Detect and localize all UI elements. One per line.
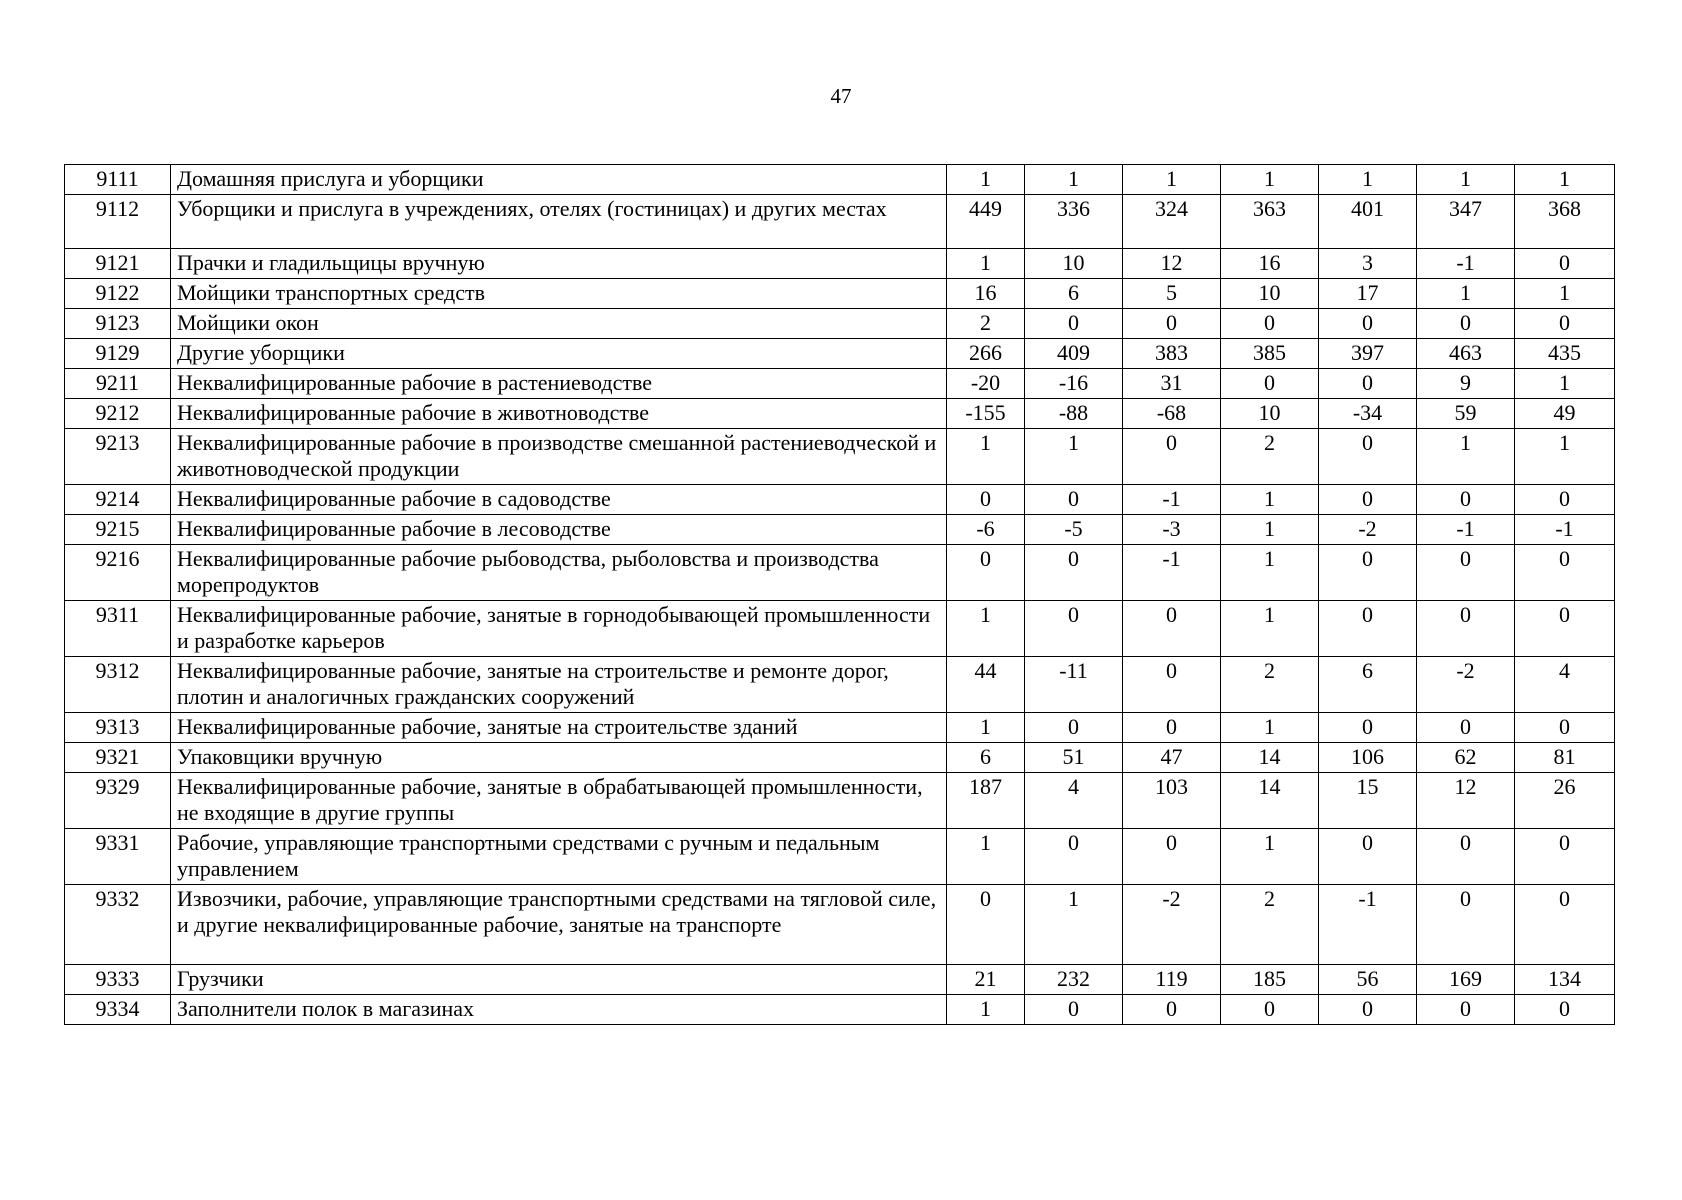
value-cell-5: -34	[1319, 399, 1417, 429]
table-row	[65, 545, 1615, 601]
value-cell-6: 0	[1417, 829, 1515, 885]
occupation-name-cell: Неквалифицированные рабочие рыбоводства, рыболовства и производства морепродуктов	[171, 545, 947, 601]
value-cell-1: -155	[947, 399, 1025, 429]
value-cell-1: 266	[947, 339, 1025, 369]
value-cell-4: 1	[1221, 713, 1319, 743]
value-cell-7: 1	[1515, 279, 1615, 309]
value-cell-1: 1	[947, 713, 1025, 743]
value-cell-2: 409	[1025, 339, 1123, 369]
occupation-name-cell: Другие уборщики	[171, 339, 947, 369]
value-cell-3: -68	[1123, 399, 1221, 429]
value-cell-5: 1	[1319, 165, 1417, 195]
value-cell-5: 6	[1319, 657, 1417, 713]
occupation-code-cell: 9334	[65, 995, 171, 1025]
value-cell-5: 17	[1319, 279, 1417, 309]
table-row	[65, 195, 1615, 249]
value-cell-6: 169	[1417, 965, 1515, 995]
value-cell-5: 397	[1319, 339, 1417, 369]
value-cell-7: 4	[1515, 657, 1615, 713]
occupation-code-cell: 9333	[65, 965, 171, 995]
value-cell-2: 1	[1025, 429, 1123, 485]
value-cell-1: 187	[947, 773, 1025, 829]
value-cell-2: -88	[1025, 399, 1123, 429]
value-cell-3: 31	[1123, 369, 1221, 399]
value-cell-4: 16	[1221, 249, 1319, 279]
value-cell-7: 26	[1515, 773, 1615, 829]
value-cell-1: 1	[947, 601, 1025, 657]
value-cell-4: 0	[1221, 995, 1319, 1025]
value-cell-2: -16	[1025, 369, 1123, 399]
occupation-name-cell: Мойщики транспортных средств	[171, 279, 947, 309]
occupation-name-cell: Неквалифицированные рабочие в лесоводстве	[171, 515, 947, 545]
table-body	[65, 165, 1615, 1025]
value-cell-2: 232	[1025, 965, 1123, 995]
value-cell-3: 119	[1123, 965, 1221, 995]
value-cell-4: 1	[1221, 165, 1319, 195]
value-cell-7: 0	[1515, 995, 1615, 1025]
value-cell-1: 21	[947, 965, 1025, 995]
value-cell-5: 15	[1319, 773, 1417, 829]
table-row	[65, 515, 1615, 545]
value-cell-3: 103	[1123, 773, 1221, 829]
value-cell-6: 1	[1417, 279, 1515, 309]
value-cell-5: 56	[1319, 965, 1417, 995]
value-cell-1: 0	[947, 545, 1025, 601]
occupation-code-cell: 9311	[65, 601, 171, 657]
occupation-name-cell: Неквалифицированные рабочие, занятые в обрабатывающей промышленности, не входящие в другие группы	[171, 773, 947, 829]
value-cell-2: 0	[1025, 485, 1123, 515]
value-cell-1: 1	[947, 429, 1025, 485]
value-cell-2: 0	[1025, 829, 1123, 885]
value-cell-5: 0	[1319, 369, 1417, 399]
table-row	[65, 713, 1615, 743]
value-cell-4: 363	[1221, 195, 1319, 249]
value-cell-3: 383	[1123, 339, 1221, 369]
value-cell-7: 0	[1515, 713, 1615, 743]
occupation-code-cell: 9214	[65, 485, 171, 515]
value-cell-1: 1	[947, 165, 1025, 195]
occupation-code-cell: 9211	[65, 369, 171, 399]
table-row	[65, 249, 1615, 279]
value-cell-2: 0	[1025, 713, 1123, 743]
table-row	[65, 829, 1615, 885]
value-cell-4: 1	[1221, 545, 1319, 601]
value-cell-2: 0	[1025, 309, 1123, 339]
value-cell-3: -1	[1123, 545, 1221, 601]
value-cell-5: -2	[1319, 515, 1417, 545]
occupation-name-cell: Грузчики	[171, 965, 947, 995]
table-row	[65, 657, 1615, 713]
value-cell-4: 2	[1221, 429, 1319, 485]
table-row	[65, 369, 1615, 399]
value-cell-6: 0	[1417, 485, 1515, 515]
occupation-code-cell: 9313	[65, 713, 171, 743]
value-cell-1: 44	[947, 657, 1025, 713]
value-cell-4: 1	[1221, 485, 1319, 515]
value-cell-6: 9	[1417, 369, 1515, 399]
value-cell-7: 0	[1515, 249, 1615, 279]
occupation-name-cell: Неквалифицированные рабочие, занятые на строительстве и ремонте дорог, плотин и аналогичных гражданских сооружений	[171, 657, 947, 713]
occupation-code-cell: 9111	[65, 165, 171, 195]
occupation-code-cell: 9122	[65, 279, 171, 309]
value-cell-7: 134	[1515, 965, 1615, 995]
table-row	[65, 339, 1615, 369]
value-cell-3: 0	[1123, 995, 1221, 1025]
table-row	[65, 743, 1615, 773]
value-cell-6: 347	[1417, 195, 1515, 249]
value-cell-2: 1	[1025, 885, 1123, 965]
occupation-name-cell: Извозчики, рабочие, управляющие транспортными средствами на тягловой силе, и другие неквалифицированные рабочие, занятые на транспорте	[171, 885, 947, 965]
value-cell-7: 435	[1515, 339, 1615, 369]
table-row	[65, 279, 1615, 309]
value-cell-6: 0	[1417, 713, 1515, 743]
occupation-code-cell: 9321	[65, 743, 171, 773]
occupation-name-cell: Уборщики и прислуга в учреждениях, отелях (гостиницах) и других местах	[171, 195, 947, 249]
value-cell-1: 1	[947, 829, 1025, 885]
value-cell-3: -1	[1123, 485, 1221, 515]
value-cell-7: 368	[1515, 195, 1615, 249]
value-cell-6: 59	[1417, 399, 1515, 429]
occupation-name-cell: Неквалифицированные рабочие, занятые на строительстве зданий	[171, 713, 947, 743]
value-cell-6: 0	[1417, 545, 1515, 601]
table-row	[65, 885, 1615, 965]
value-cell-5: 106	[1319, 743, 1417, 773]
occupation-name-cell: Неквалифицированные рабочие в садоводстве	[171, 485, 947, 515]
value-cell-2: 1	[1025, 165, 1123, 195]
value-cell-6: 463	[1417, 339, 1515, 369]
value-cell-5: 0	[1319, 485, 1417, 515]
occupation-code-cell: 9112	[65, 195, 171, 249]
value-cell-5: 0	[1319, 995, 1417, 1025]
value-cell-2: -11	[1025, 657, 1123, 713]
table-row	[65, 601, 1615, 657]
occupation-code-cell: 9215	[65, 515, 171, 545]
value-cell-3: 0	[1123, 601, 1221, 657]
value-cell-7: 0	[1515, 485, 1615, 515]
value-cell-3: 0	[1123, 429, 1221, 485]
value-cell-3: 0	[1123, 713, 1221, 743]
value-cell-7: 0	[1515, 829, 1615, 885]
value-cell-5: 3	[1319, 249, 1417, 279]
occupation-table	[64, 164, 1615, 1025]
value-cell-3: 1	[1123, 165, 1221, 195]
value-cell-1: 16	[947, 279, 1025, 309]
value-cell-6: -1	[1417, 515, 1515, 545]
value-cell-7: 1	[1515, 369, 1615, 399]
occupation-name-cell: Неквалифицированные рабочие в растениеводстве	[171, 369, 947, 399]
value-cell-5: 0	[1319, 309, 1417, 339]
value-cell-7: 0	[1515, 309, 1615, 339]
occupation-name-cell: Упаковщики вручную	[171, 743, 947, 773]
value-cell-4: 14	[1221, 743, 1319, 773]
page-number: 47	[830, 84, 852, 108]
occupation-name-cell: Неквалифицированные рабочие в производстве смешанной растениеводческой и животноводческой продукции	[171, 429, 947, 485]
value-cell-7: 1	[1515, 429, 1615, 485]
value-cell-1: 6	[947, 743, 1025, 773]
value-cell-3: 5	[1123, 279, 1221, 309]
occupation-code-cell: 9121	[65, 249, 171, 279]
value-cell-2: 6	[1025, 279, 1123, 309]
value-cell-1: 2	[947, 309, 1025, 339]
table-row	[65, 995, 1615, 1025]
table-row	[65, 485, 1615, 515]
occupation-name-cell: Заполнители полок в магазинах	[171, 995, 947, 1025]
table-row	[65, 773, 1615, 829]
value-cell-6: 12	[1417, 773, 1515, 829]
value-cell-7: 1	[1515, 165, 1615, 195]
value-cell-3: 47	[1123, 743, 1221, 773]
value-cell-4: 185	[1221, 965, 1319, 995]
value-cell-7: 0	[1515, 885, 1615, 965]
value-cell-2: 51	[1025, 743, 1123, 773]
occupation-name-cell: Мойщики окон	[171, 309, 947, 339]
value-cell-2: -5	[1025, 515, 1123, 545]
table-row	[65, 309, 1615, 339]
table-row	[65, 399, 1615, 429]
value-cell-6: -2	[1417, 657, 1515, 713]
table-row	[65, 165, 1615, 195]
value-cell-2: 336	[1025, 195, 1123, 249]
value-cell-5: 0	[1319, 545, 1417, 601]
occupation-name-cell: Неквалифицированные рабочие, занятые в горнодобывающей промышленности и разработке карьеров	[171, 601, 947, 657]
value-cell-3: 0	[1123, 657, 1221, 713]
occupation-code-cell: 9123	[65, 309, 171, 339]
value-cell-5: 401	[1319, 195, 1417, 249]
value-cell-3: -3	[1123, 515, 1221, 545]
value-cell-3: 0	[1123, 309, 1221, 339]
value-cell-2: 4	[1025, 773, 1123, 829]
value-cell-4: 0	[1221, 309, 1319, 339]
occupation-code-cell: 9216	[65, 545, 171, 601]
value-cell-7: 81	[1515, 743, 1615, 773]
occupation-code-cell: 9312	[65, 657, 171, 713]
value-cell-1: 1	[947, 249, 1025, 279]
value-cell-6: 0	[1417, 995, 1515, 1025]
value-cell-4: 1	[1221, 515, 1319, 545]
occupation-name-cell: Домашняя прислуга и уборщики	[171, 165, 947, 195]
value-cell-4: 10	[1221, 279, 1319, 309]
value-cell-2: 0	[1025, 601, 1123, 657]
value-cell-1: 1	[947, 995, 1025, 1025]
value-cell-6: 0	[1417, 309, 1515, 339]
occupation-code-cell: 9129	[65, 339, 171, 369]
value-cell-3: 324	[1123, 195, 1221, 249]
value-cell-7: 49	[1515, 399, 1615, 429]
value-cell-5: 0	[1319, 601, 1417, 657]
value-cell-2: 10	[1025, 249, 1123, 279]
occupation-code-cell: 9212	[65, 399, 171, 429]
value-cell-1: -6	[947, 515, 1025, 545]
value-cell-4: 385	[1221, 339, 1319, 369]
occupation-name-cell: Рабочие, управляющие транспортными средствами с ручным и педальным управлением	[171, 829, 947, 885]
occupation-code-cell: 9329	[65, 773, 171, 829]
value-cell-3: 0	[1123, 829, 1221, 885]
value-cell-4: 1	[1221, 601, 1319, 657]
occupation-code-cell: 9331	[65, 829, 171, 885]
value-cell-2: 0	[1025, 545, 1123, 601]
value-cell-4: 10	[1221, 399, 1319, 429]
value-cell-6: -1	[1417, 249, 1515, 279]
occupation-code-cell: 9213	[65, 429, 171, 485]
value-cell-6: 1	[1417, 165, 1515, 195]
value-cell-1: 449	[947, 195, 1025, 249]
value-cell-1: -20	[947, 369, 1025, 399]
value-cell-4: 0	[1221, 369, 1319, 399]
value-cell-6: 62	[1417, 743, 1515, 773]
table-row	[65, 965, 1615, 995]
value-cell-4: 1	[1221, 829, 1319, 885]
value-cell-3: 12	[1123, 249, 1221, 279]
value-cell-7: -1	[1515, 515, 1615, 545]
value-cell-6: 0	[1417, 885, 1515, 965]
value-cell-6: 0	[1417, 601, 1515, 657]
value-cell-1: 0	[947, 885, 1025, 965]
value-cell-5: 0	[1319, 429, 1417, 485]
value-cell-3: -2	[1123, 885, 1221, 965]
value-cell-4: 14	[1221, 773, 1319, 829]
table-row	[65, 429, 1615, 485]
value-cell-4: 2	[1221, 657, 1319, 713]
value-cell-5: 0	[1319, 829, 1417, 885]
value-cell-7: 0	[1515, 545, 1615, 601]
value-cell-5: -1	[1319, 885, 1417, 965]
value-cell-1: 0	[947, 485, 1025, 515]
value-cell-6: 1	[1417, 429, 1515, 485]
value-cell-7: 0	[1515, 601, 1615, 657]
occupation-code-cell: 9332	[65, 885, 171, 965]
value-cell-4: 2	[1221, 885, 1319, 965]
occupation-name-cell: Прачки и гладильщицы вручную	[171, 249, 947, 279]
occupation-name-cell: Неквалифицированные рабочие в животноводстве	[171, 399, 947, 429]
value-cell-5: 0	[1319, 713, 1417, 743]
value-cell-2: 0	[1025, 995, 1123, 1025]
